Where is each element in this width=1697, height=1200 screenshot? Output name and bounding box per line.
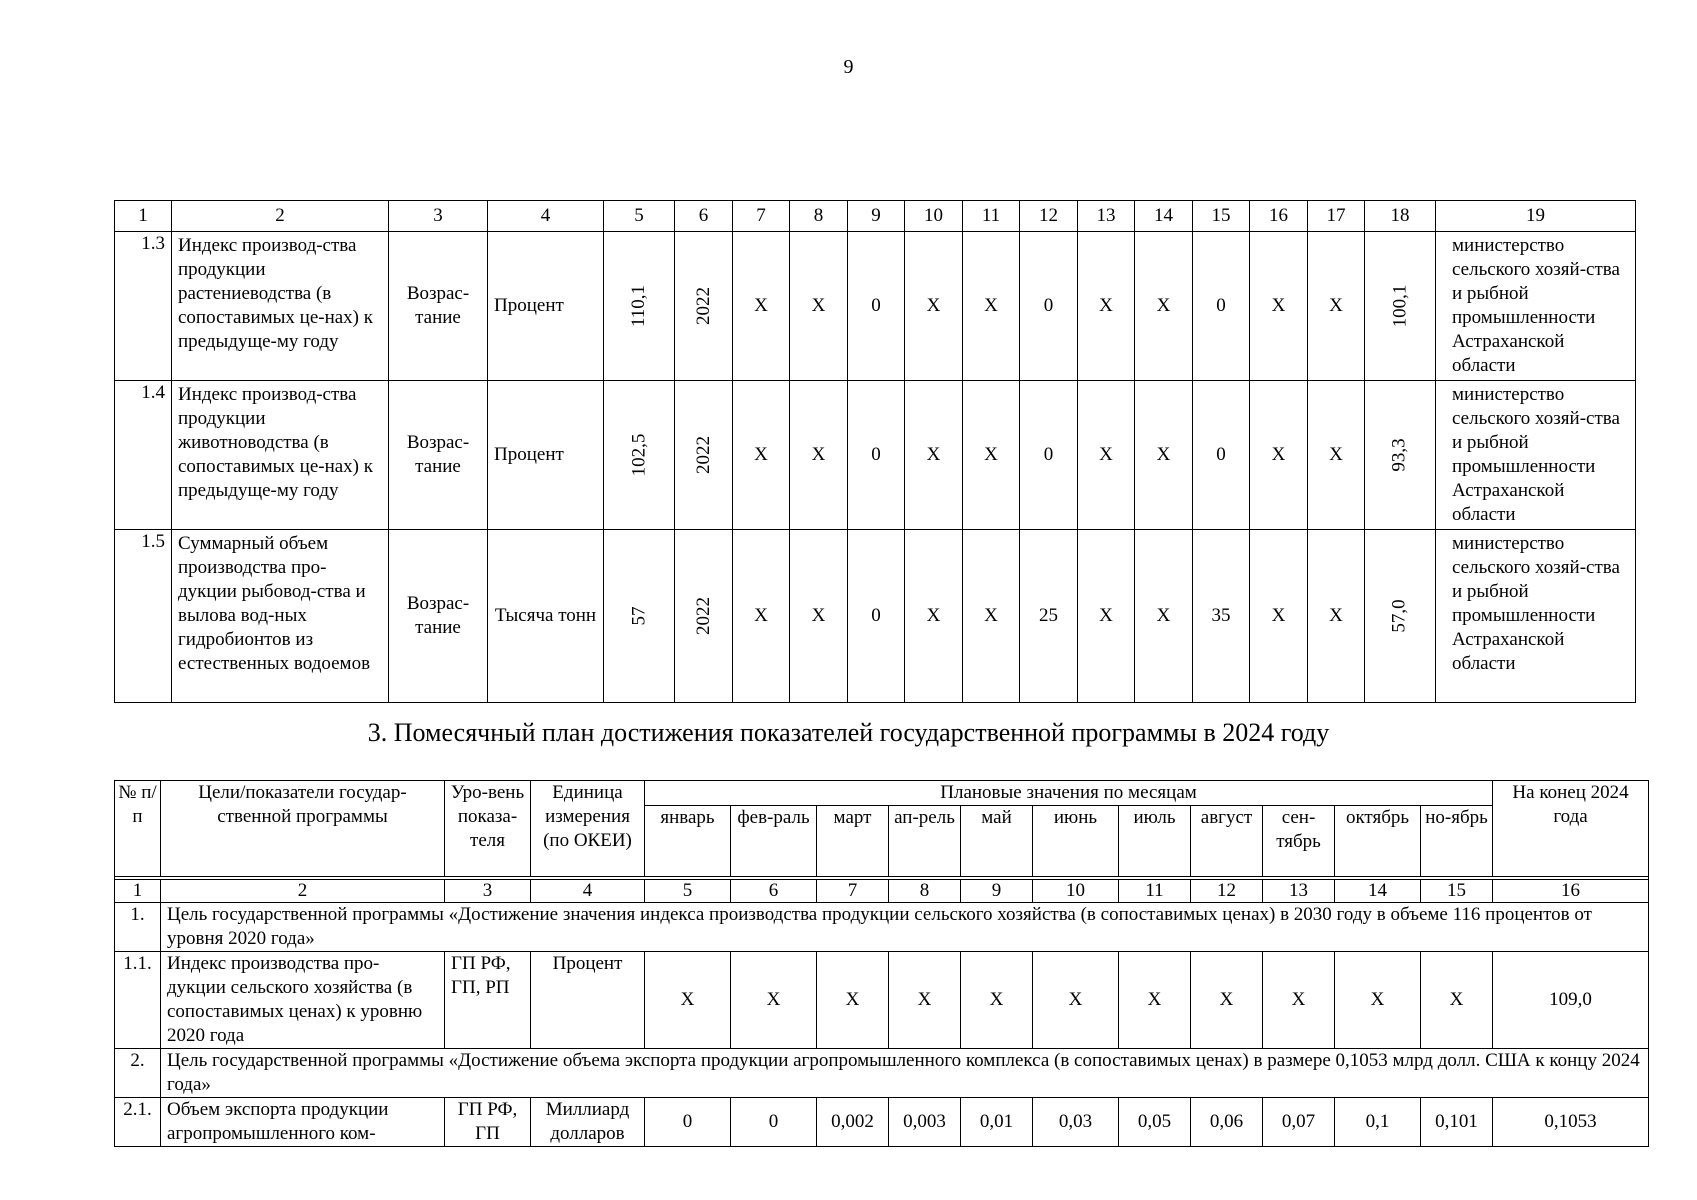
month-value: 0,05 (1119, 1098, 1191, 1147)
header-month: июнь (1033, 806, 1119, 877)
month-value: 0,03 (1033, 1098, 1119, 1147)
month-value: 35 (1193, 530, 1250, 703)
goal-number: 2. (115, 1049, 161, 1098)
unit: Процент (488, 232, 604, 381)
month-value: X (733, 530, 790, 703)
table-row (115, 530, 1636, 703)
table-row (115, 381, 1636, 530)
indicator-name: Индекс производ-ства продукции растениеводства (в сопоставимых це-нах) к предыдуще-му году (172, 232, 389, 381)
month-value: X (1119, 952, 1191, 1049)
column-number: 14 (1335, 880, 1421, 903)
column-number: 13 (1263, 880, 1335, 903)
column-number: 1 (115, 880, 161, 903)
indicator-name: Индекс производства про-дукции сельского хозяйства (в сопоставимых ценах) к уровню 2020 года (161, 952, 445, 1049)
column-number: 10 (905, 201, 963, 232)
month-value: X (1250, 530, 1308, 703)
column-number: 14 (1135, 201, 1193, 232)
page-number: 9 (843, 56, 854, 78)
monthly-plan-table (114, 780, 1649, 1147)
column-number: 18 (1365, 201, 1436, 232)
header-month: фев-раль (731, 806, 817, 877)
month-value: X (790, 381, 848, 530)
header-level: Уро-вень показа-теля (445, 781, 531, 877)
responsible-body: министерство сельского хозяй-ства и рыбной промышленности Астраханской области (1436, 381, 1636, 530)
base-year: 2022 (675, 232, 733, 381)
column-number: 19 (1436, 201, 1636, 232)
goal-row (115, 1049, 1649, 1098)
month-value: X (889, 952, 961, 1049)
month-value: 0 (1193, 381, 1250, 530)
column-number: 9 (961, 880, 1033, 903)
month-value: X (1263, 952, 1335, 1049)
month-value: X (1135, 530, 1193, 703)
header-month: сен-тябрь (1263, 806, 1335, 877)
month-value: X (790, 232, 848, 381)
header-month: март (817, 806, 889, 877)
month-value: X (790, 530, 848, 703)
base-year: 2022 (675, 530, 733, 703)
month-value: X (1421, 952, 1493, 1049)
month-value: X (1250, 381, 1308, 530)
header-month: январь (645, 806, 731, 877)
column-number: 15 (1421, 880, 1493, 903)
month-value: X (1191, 952, 1263, 1049)
month-value: X (645, 952, 731, 1049)
column-number: 2 (172, 201, 389, 232)
month-value: X (817, 952, 889, 1049)
column-number: 17 (1308, 201, 1365, 232)
unit: Процент (531, 952, 645, 1049)
month-value: X (1135, 381, 1193, 530)
month-value: X (961, 952, 1033, 1049)
month-value: X (963, 232, 1020, 381)
month-value: 0,07 (1263, 1098, 1335, 1147)
column-number: 10 (1033, 880, 1119, 903)
month-value: X (1078, 232, 1135, 381)
column-number-row (115, 201, 1636, 232)
month-value: 0 (731, 1098, 817, 1147)
indicator-level: ГП РФ, ГП, РП (445, 952, 531, 1049)
header-month: август (1191, 806, 1263, 877)
column-number: 7 (817, 880, 889, 903)
column-number: 11 (1119, 880, 1191, 903)
column-number: 15 (1193, 201, 1250, 232)
year-end-value: 109,0 (1493, 952, 1649, 1049)
month-value: 0 (848, 381, 905, 530)
column-number: 1 (115, 201, 172, 232)
table-row (115, 232, 1636, 381)
header-month: октябрь (1335, 806, 1421, 877)
header-row (115, 781, 1649, 806)
base-value: 102,5 (604, 381, 675, 530)
month-value: X (1308, 381, 1365, 530)
header-unit: Единица измерения (по ОКЕИ) (531, 781, 645, 877)
column-number: 9 (848, 201, 905, 232)
column-number: 13 (1078, 201, 1135, 232)
responsible-body: министерство сельского хозяй-ства и рыбной промышленности Астраханской области (1436, 530, 1636, 703)
month-value: X (963, 381, 1020, 530)
month-value: 0,01 (961, 1098, 1033, 1147)
column-number: 6 (731, 880, 817, 903)
goal-text: Цель государственной программы «Достижение значения индекса производства продукции сельского хозяйства (в сопоставимых ценах) в 2030 году в объеме 116 процентов от уровня 2020 года» (161, 903, 1649, 952)
indicator-name: Объем экспорта продукции агропромышленного ком- (161, 1098, 445, 1147)
row-number: 1.5 (115, 530, 172, 703)
column-number: 5 (645, 880, 731, 903)
unit: Тысяча тонн (488, 530, 604, 703)
column-number: 16 (1250, 201, 1308, 232)
month-value: X (905, 530, 963, 703)
row-number: 1.4 (115, 381, 172, 530)
row-number: 1.3 (115, 232, 172, 381)
header-month: но-ябрь (1421, 806, 1493, 877)
month-value: X (1078, 530, 1135, 703)
unit: Миллиард долларов (531, 1098, 645, 1147)
column-number: 12 (1020, 201, 1078, 232)
header-year-end: На конец 2024 года (1493, 781, 1649, 877)
indicators-table (114, 200, 1636, 703)
month-value: X (1335, 952, 1421, 1049)
month-value: X (1308, 530, 1365, 703)
year-end-value: 93,3 (1365, 381, 1436, 530)
month-value: X (905, 381, 963, 530)
header-planned-values: Плановые значения по месяцам (645, 781, 1493, 806)
base-value: 110,1 (604, 232, 675, 381)
column-number-row (115, 880, 1649, 903)
column-number: 8 (889, 880, 961, 903)
column-number: 4 (531, 880, 645, 903)
goal-row (115, 903, 1649, 952)
column-number: 3 (389, 201, 488, 232)
month-value: X (1308, 232, 1365, 381)
column-number: 7 (733, 201, 790, 232)
month-value: 0 (1020, 381, 1078, 530)
header-month: ап-рель (889, 806, 961, 877)
unit: Процент (488, 381, 604, 530)
row-number: 1.1. (115, 952, 161, 1049)
month-value: X (1250, 232, 1308, 381)
month-value: 0,06 (1191, 1098, 1263, 1147)
column-number: 5 (604, 201, 675, 232)
year-end-value: 100,1 (1365, 232, 1436, 381)
month-value: X (1078, 381, 1135, 530)
month-value: 0,002 (817, 1098, 889, 1147)
year-end-value: 0,1053 (1493, 1098, 1649, 1147)
month-value: X (1033, 952, 1119, 1049)
month-value: 25 (1020, 530, 1078, 703)
goal-text: Цель государственной программы «Достижение объема экспорта продукции агропромышленного комплекса (в сопоставимых ценах) в размере 0,1053 млрд долл. США к концу 2024 года» (161, 1049, 1649, 1098)
base-year: 2022 (675, 381, 733, 530)
column-number: 4 (488, 201, 604, 232)
month-value: X (733, 381, 790, 530)
header-number: № п/п (115, 781, 161, 877)
month-value: 0,003 (889, 1098, 961, 1147)
month-value: 0,1 (1335, 1098, 1421, 1147)
month-value: X (733, 232, 790, 381)
header-name: Цели/показатели государ-ственной программы (161, 781, 445, 877)
row-number: 2.1. (115, 1098, 161, 1147)
column-number: 11 (963, 201, 1020, 232)
month-value: X (905, 232, 963, 381)
month-value: 0 (1193, 232, 1250, 381)
month-value: 0 (1020, 232, 1078, 381)
column-number: 3 (445, 880, 531, 903)
month-value: 0 (848, 232, 905, 381)
direction: Возрас-тание (389, 530, 488, 703)
indicator-level: ГП РФ, ГП (445, 1098, 531, 1147)
header-month: май (961, 806, 1033, 877)
month-value: 0,101 (1421, 1098, 1493, 1147)
month-value: 0 (848, 530, 905, 703)
header-month: июль (1119, 806, 1191, 877)
year-end-value: 57,0 (1365, 530, 1436, 703)
column-number: 2 (161, 880, 445, 903)
month-value: X (1135, 232, 1193, 381)
responsible-body: министерство сельского хозяй-ства и рыбной промышленности Астраханской области (1436, 232, 1636, 381)
indicator-name: Индекс производ-ства продукции животноводства (в сопоставимых це-нах) к предыдуще-му году (172, 381, 389, 530)
section-title: 3. Помесячный план достижения показателей государственной программы в 2024 году (367, 718, 1330, 747)
column-number: 6 (675, 201, 733, 232)
month-value: X (731, 952, 817, 1049)
base-value: 57 (604, 530, 675, 703)
column-number: 8 (790, 201, 848, 232)
month-value: 0 (645, 1098, 731, 1147)
indicator-name: Суммарный объем производства про-дукции рыбовод-ства и вылова вод-ных гидробионтов из естественных водоемов (172, 530, 389, 703)
column-number: 16 (1493, 880, 1649, 903)
month-value: X (963, 530, 1020, 703)
table-row (115, 952, 1649, 1049)
direction: Возрас-тание (389, 381, 488, 530)
table-row (115, 1098, 1649, 1147)
direction: Возрас-тание (389, 232, 488, 381)
goal-number: 1. (115, 903, 161, 952)
column-number: 12 (1191, 880, 1263, 903)
